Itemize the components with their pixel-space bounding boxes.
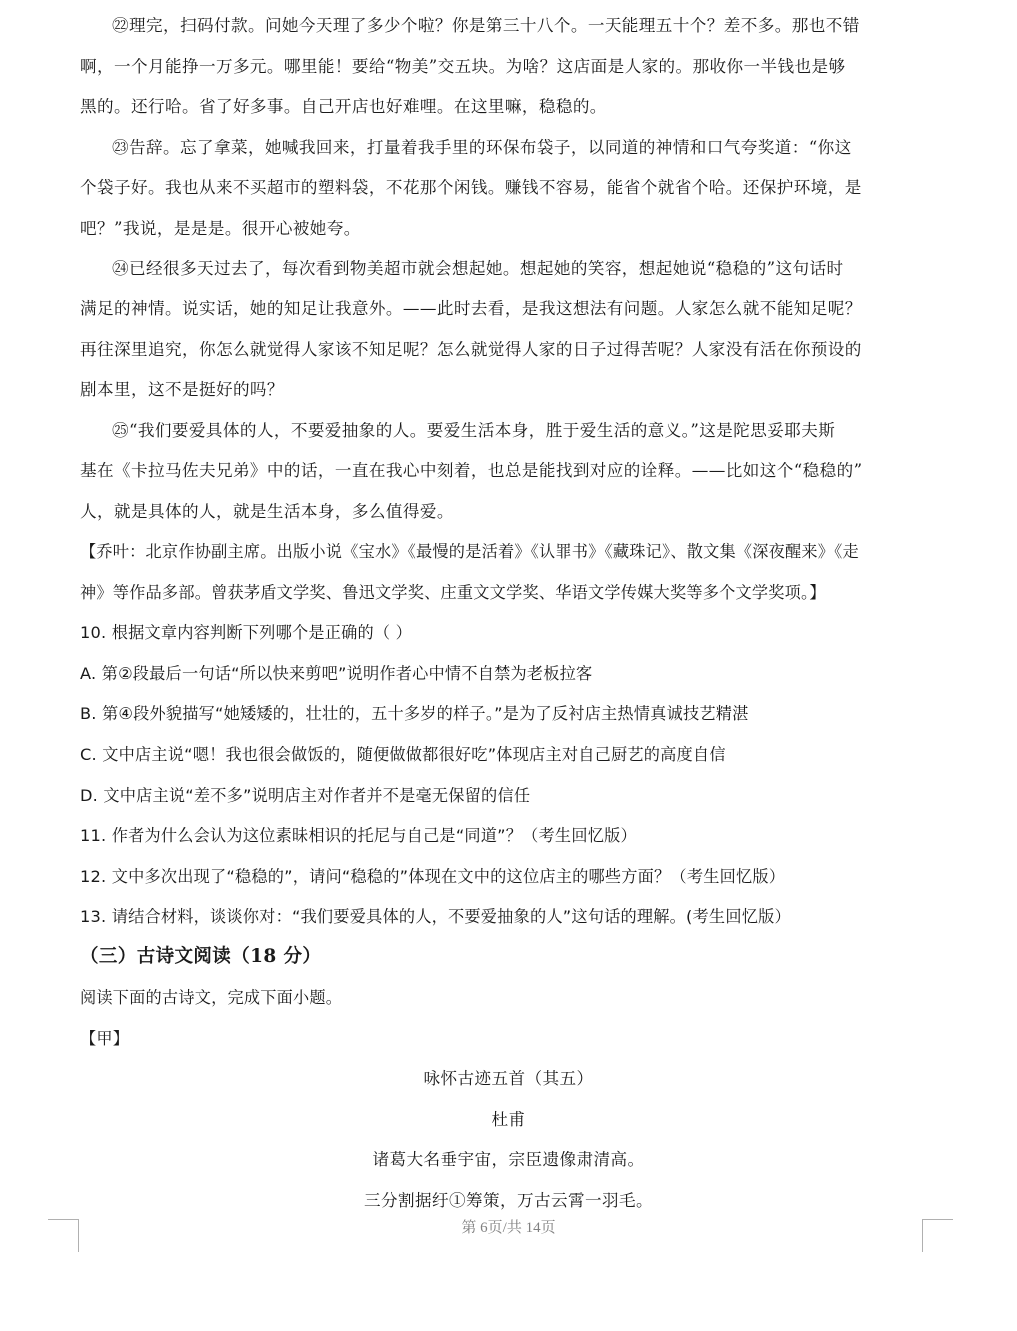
poem-line-1: 诸葛大名垂宇宙，宗臣遗像肃清高。 [372, 1150, 645, 1169]
paragraph-23-line-2: 个袋子好。我也从来不买超市的塑料袋，不花那个闲钱。赚钱不容易，能省个就省个哈。还保护环境，是 [80, 178, 862, 197]
paragraph-24-line-4: 剧本里，这不是挺好的吗？ [80, 380, 284, 399]
section-heading: （三）古诗文阅读（18 分） [80, 946, 322, 967]
paragraph-25-line-3: 人，就是具体的人，就是生活本身，多么值得爱。 [80, 502, 454, 521]
paragraph-24-line-1: ㉔已经很多天过去了，每次看到物美超市就会想起她。想起她的笑容，想起她说“稳稳的”这句话时 [112, 259, 844, 278]
paragraph-24-line-2: 满足的神情。说实话，她的知足让我意外。——此时去看，是我这想法有问题。人家怎么就不能知足呢？ [80, 299, 862, 318]
question-10-option-d: D. 文中店主说“差不多”说明店主对作者并不是毫无保留的信任 [80, 786, 531, 805]
paragraph-24-line-3: 再往深里追究，你怎么就觉得人家该不知足呢？怎么就觉得人家的日子过得苦呢？人家没有活在你预设的 [80, 340, 862, 359]
author-note-line-2: 神》等作品多部。曾获茅盾文学奖、鲁迅文学奖、庄重文文学奖、华语文学传媒大奖等多个文学奖项。】 [80, 583, 826, 602]
paragraph-25-line-1: ㉕“我们要爱具体的人，不要爱抽象的人。要爱生活本身，胜于爱生活的意义。”这是陀思妥耶夫斯 [112, 421, 836, 440]
section-instruction: 阅读下面的古诗文，完成下面小题。 [80, 988, 343, 1007]
question-13: 13. 请结合材料，谈谈你对：“我们要爱具体的人，不要爱抽象的人”这句话的理解。(考生回忆版） [80, 907, 791, 926]
paragraph-23-line-3: 吧？”我说，是是是。很开心被她夸。 [80, 219, 361, 238]
question-10-option-b: B. 第④段外貌描写“她矮矮的，壮壮的，五十多岁的样子。”是为了反衬店主热情真诚技艺精湛 [80, 704, 749, 723]
paragraph-22-line-3: 黑的。还行哈。省了好多事。自己开店也好难哩。在这里嘛，稳稳的。 [80, 97, 607, 116]
question-11: 11. 作者为什么会认为这位素昧相识的托尼与自己是“同道”？（考生回忆版） [80, 826, 637, 845]
poem-label: 【甲】 [80, 1029, 130, 1048]
poem-line-2: 三分割据纡①筹策，万古云霄一羽毛。 [364, 1191, 653, 1210]
question-10: 10. 根据文章内容判断下列哪个是正确的（ ） [80, 623, 413, 642]
question-10-option-a: A. 第②段最后一句话“所以快来剪吧”说明作者心中情不自禁为老板拉客 [80, 664, 593, 683]
paragraph-23-line-1: ㉓告辞。忘了拿菜，她喊我回来，打量着我手里的环保布袋子，以同道的神情和口气夸奖道：“你这 [112, 138, 852, 157]
paragraph-22-line-1: ㉒理完，扫码付款。问她今天理了多少个啦？你是第三十八个。一天能理五十个？差不多。那也不错 [112, 16, 860, 35]
page-number: 第 6页/共 14页 [461, 1220, 556, 1236]
paragraph-22-line-2: 啊，一个月能挣一万多元。哪里能！要给“物美”交五块。为啥？这店面是人家的。那收你一半钱也是够 [80, 57, 846, 76]
poem-author: 杜甫 [491, 1110, 526, 1129]
poem-title: 咏怀古迹五首（其五） [423, 1069, 594, 1088]
author-note-line-1: 【乔叶：北京作协副主席。出版小说《宝水》《最慢的是活着》《认罪书》《藏珠记》、散文集《深夜醒来》《走 [80, 542, 859, 561]
question-10-option-c: C. 文中店主说“嗯！我也很会做饭的，随便做做都很好吃”体现店主对自己厨艺的高度自信 [80, 745, 726, 764]
question-12: 12. 文中多次出现了“稳稳的”，请问“稳稳的”体现在文中的这位店主的哪些方面？（考生回忆版） [80, 867, 786, 886]
paragraph-25-line-2: 基在《卡拉马佐夫兄弟》中的话，一直在我心中刻着，也总是能找到对应的诠释。——比如这个“稳稳的” [80, 461, 863, 480]
